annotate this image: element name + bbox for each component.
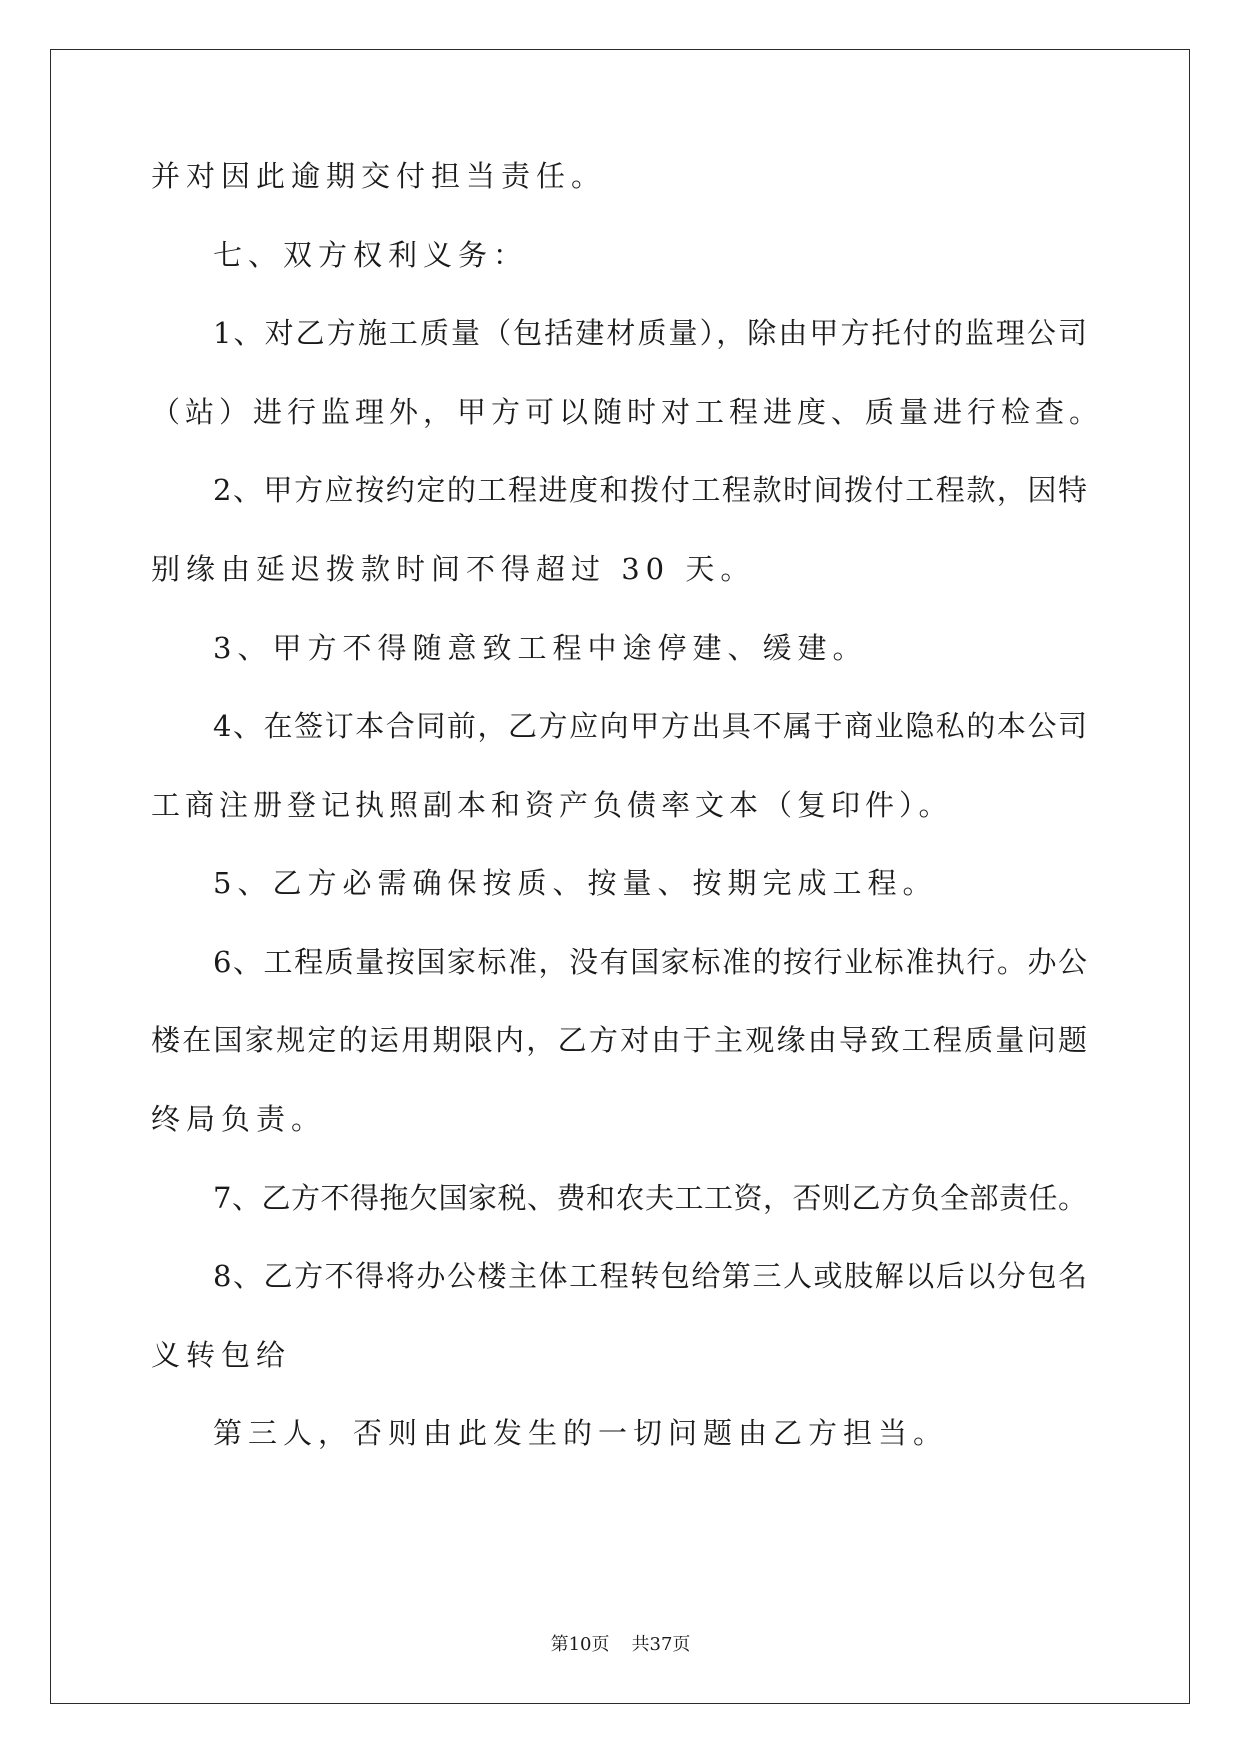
paragraph-line-14: 7、乙方不得拖欠国家税、费和农夫工工资，否则乙方负全部责任。 xyxy=(213,1181,1087,1215)
paragraph-line-5: 2、甲方应按约定的工程进度和拨付工程款时间拨付工程款，因特 xyxy=(213,473,1087,507)
paragraph-line-17: 第三人，否则由此发生的一切问题由乙方担当。 xyxy=(213,1416,949,1450)
page-number: 第10页 xyxy=(550,1634,610,1655)
paragraph-line-10: 5、乙方必需确保按质、按量、按期完成工程。 xyxy=(213,866,938,900)
paragraph-line-12: 楼在国家规定的运用期限内，乙方对由于主观缘由导致工程质量问题 xyxy=(151,1023,1087,1057)
paragraph-line-4: （站）进行监理外，甲方可以随时对工程进度、质量进行检查。 xyxy=(151,395,1104,429)
paragraph-line-9: 工商注册登记执照副本和资产负债率文本（复印件）。 xyxy=(151,788,953,822)
paragraph-line-13: 终局负责。 xyxy=(151,1102,327,1136)
section-heading: 七、双方权利义务： xyxy=(213,238,529,272)
paragraph-line-8: 4、在签订本合同前，乙方应向甲方出具不属于商业隐私的本公司 xyxy=(213,709,1087,743)
total-pages: 共37页 xyxy=(631,1634,691,1655)
page-footer xyxy=(0,1633,1241,1657)
paragraph-line-1: 并对因此逾期交付担当责任。 xyxy=(151,159,607,193)
paragraph-line-6: 别缘由延迟拨款时间不得超过 30 天。 xyxy=(151,552,756,586)
paragraph-line-11: 6、工程质量按国家标准，没有国家标准的按行业标准执行。办公 xyxy=(213,945,1087,979)
paragraph-line-7: 3、甲方不得随意致工程中途停建、缓建。 xyxy=(213,631,868,665)
paragraph-line-16: 义转包给 xyxy=(151,1338,292,1372)
paragraph-line-3: 1、对乙方施工质量（包括建材质量），除由甲方托付的监理公司 xyxy=(213,316,1087,350)
paragraph-line-15: 8、乙方不得将办公楼主体工程转包给第三人或肢解以后以分包名 xyxy=(213,1259,1087,1293)
